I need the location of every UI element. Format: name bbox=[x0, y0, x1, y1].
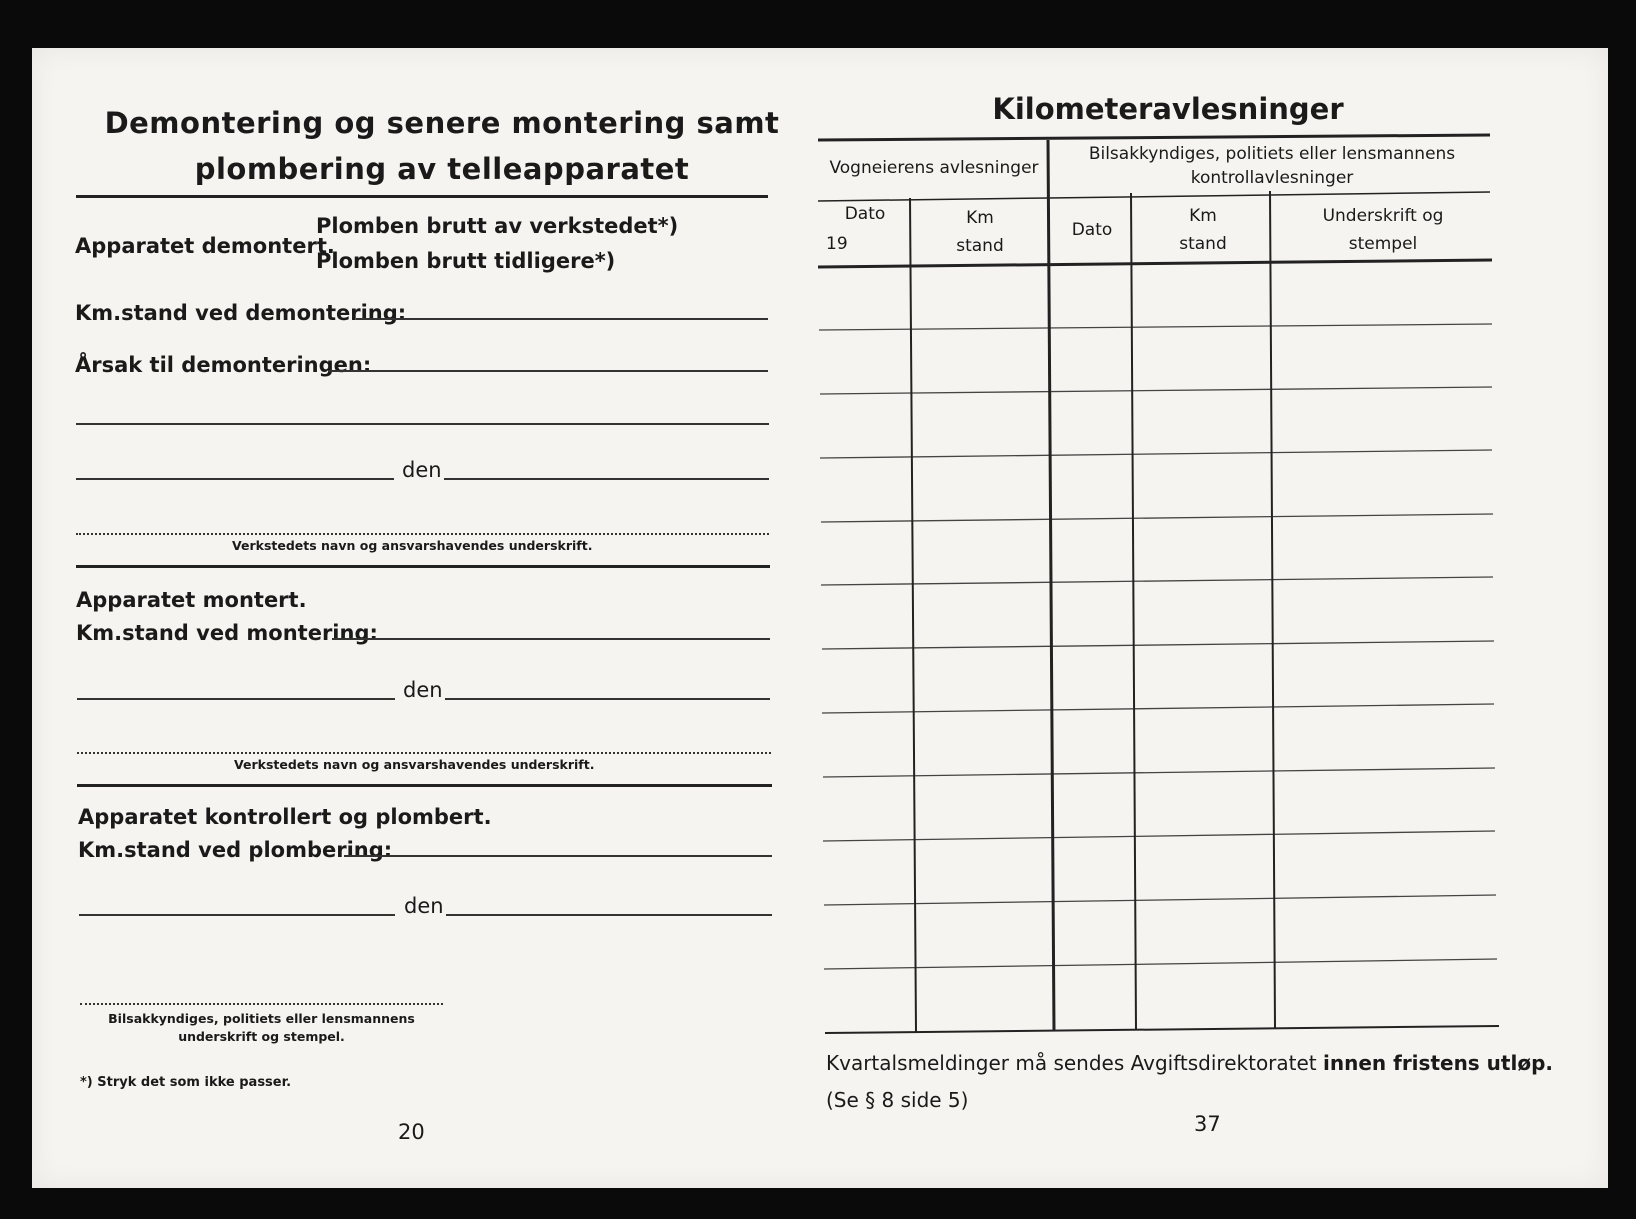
page-number-left: 20 bbox=[398, 1120, 425, 1144]
caption-3-line1: Bilsakkyndiges, politiets eller lensmannens bbox=[108, 1011, 415, 1026]
arsak-label: Årsak til demonteringen: bbox=[75, 353, 372, 377]
km-control-line1: Km bbox=[1189, 206, 1217, 226]
caption-3-line2: underskrift og stempel. bbox=[178, 1029, 345, 1044]
col-year-19: 19 bbox=[826, 234, 848, 254]
den-label-2: den bbox=[403, 678, 443, 702]
kvartals-note-bold: innen fristens utløp. bbox=[1323, 1051, 1553, 1075]
signature-caption-2: Verkstedets navn og ansvarshavendes underskrift. bbox=[234, 757, 595, 772]
col-dato-control: Dato bbox=[1071, 220, 1113, 240]
den-label-1: den bbox=[402, 458, 442, 482]
apparatet-kontrollert-label: Apparatet kontrollert og plombert. bbox=[78, 805, 492, 829]
km-montering-label: Km.stand ved montering: bbox=[76, 621, 378, 645]
den-label-3: den bbox=[404, 894, 444, 918]
col-control-header bbox=[1052, 142, 1492, 190]
footnote: *) Stryk det som ikke passer. bbox=[80, 1075, 292, 1090]
plomben-verkstedet-option[interactable]: Plomben brutt av verkstedet*) bbox=[316, 214, 679, 238]
km-owner-line2: stand bbox=[956, 236, 1004, 256]
underskrift-line1: Underskrift og bbox=[1322, 206, 1444, 226]
kvartals-note-text: Kvartalsmeldinger må sendes Avgiftsdirektoratet bbox=[826, 1051, 1317, 1075]
left-title-line1: Demontering og senere montering samt bbox=[104, 106, 780, 140]
plomben-tidligere-option[interactable]: Plomben brutt tidligere*) bbox=[316, 249, 616, 273]
right-title: Kilometeravlesninger bbox=[992, 92, 1344, 126]
col-vogneier-header: Vogneierens avlesninger bbox=[829, 158, 1039, 178]
underskrift-line2: stempel bbox=[1348, 234, 1418, 254]
col-km-owner bbox=[912, 204, 1048, 260]
col-dato-owner: Dato bbox=[844, 204, 886, 224]
control-header-line1: Bilsakkyndiges, politiets eller lensmannens bbox=[1088, 144, 1456, 164]
control-header-line2: kontrollavlesninger bbox=[1190, 168, 1354, 188]
km-demontering-label: Km.stand ved demontering: bbox=[75, 301, 407, 325]
apparatet-montert-label: Apparatet montert. bbox=[76, 588, 307, 612]
left-title-line2: plombering av telleapparatet bbox=[194, 152, 690, 186]
form-page bbox=[32, 48, 1608, 1188]
col-km-control bbox=[1134, 202, 1272, 258]
col-underskrift bbox=[1274, 202, 1492, 258]
km-control-line2: stand bbox=[1179, 234, 1227, 254]
signature-caption-1: Verkstedets navn og ansvarshavendes underskrift. bbox=[232, 538, 593, 553]
kvartals-note bbox=[826, 1051, 1553, 1075]
km-owner-line1: Km bbox=[966, 208, 994, 228]
section-reference: (Se § 8 side 5) bbox=[826, 1088, 969, 1112]
apparatet-demontert-label: Apparatet demontert. bbox=[75, 234, 335, 258]
page-number-right: 37 bbox=[1194, 1112, 1221, 1136]
km-plombering-label: Km.stand ved plombering: bbox=[78, 838, 393, 862]
